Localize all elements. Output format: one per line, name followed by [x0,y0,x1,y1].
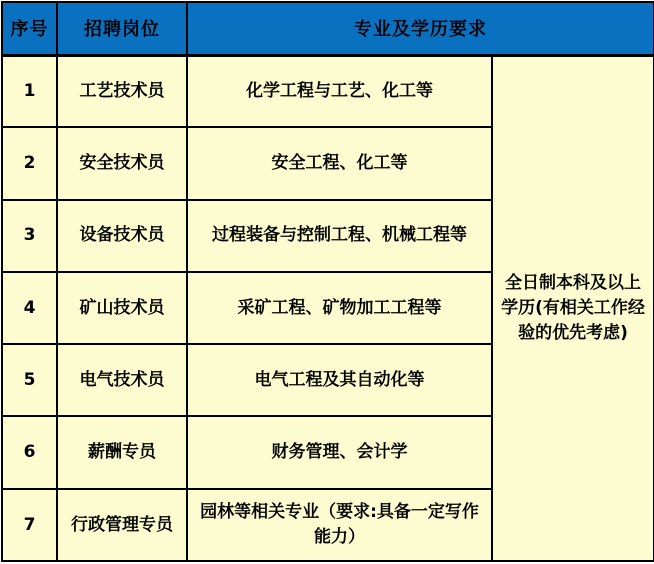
cell-requirement: 园林等相关专业（要求:具备一定写作能力） [187,489,492,561]
cell-requirement: 安全工程、化工等 [187,127,492,199]
cell-no: 1 [2,55,57,127]
cell-no: 5 [2,344,57,416]
cell-requirement: 电气工程及其自动化等 [187,344,492,416]
merged-education-cell: 全日制本科及以上学历(有相关工作经验的优先考虑) [492,55,654,561]
cell-position: 设备技术员 [57,200,187,272]
header-cell-no: 序号 [2,2,57,55]
header-cell-position: 招聘岗位 [57,2,187,55]
cell-no: 3 [2,200,57,272]
cell-requirement: 采矿工程、矿物加工工程等 [187,272,492,344]
table-row [2,55,654,127]
recruitment-table [1,1,654,562]
header-cell-requirement: 专业及学历要求 [187,2,654,55]
cell-position: 安全技术员 [57,127,187,199]
cell-no: 6 [2,416,57,488]
cell-position: 薪酬专员 [57,416,187,488]
cell-requirement: 过程装备与控制工程、机械工程等 [187,200,492,272]
cell-no: 2 [2,127,57,199]
cell-no: 7 [2,489,57,561]
cell-position: 行政管理专员 [57,489,187,561]
cell-position: 矿山技术员 [57,272,187,344]
header-row [2,2,654,55]
cell-requirement: 化学工程与工艺、化工等 [187,55,492,127]
cell-position: 工艺技术员 [57,55,187,127]
cell-position: 电气技术员 [57,344,187,416]
cell-requirement: 财务管理、会计学 [187,416,492,488]
cell-no: 4 [2,272,57,344]
